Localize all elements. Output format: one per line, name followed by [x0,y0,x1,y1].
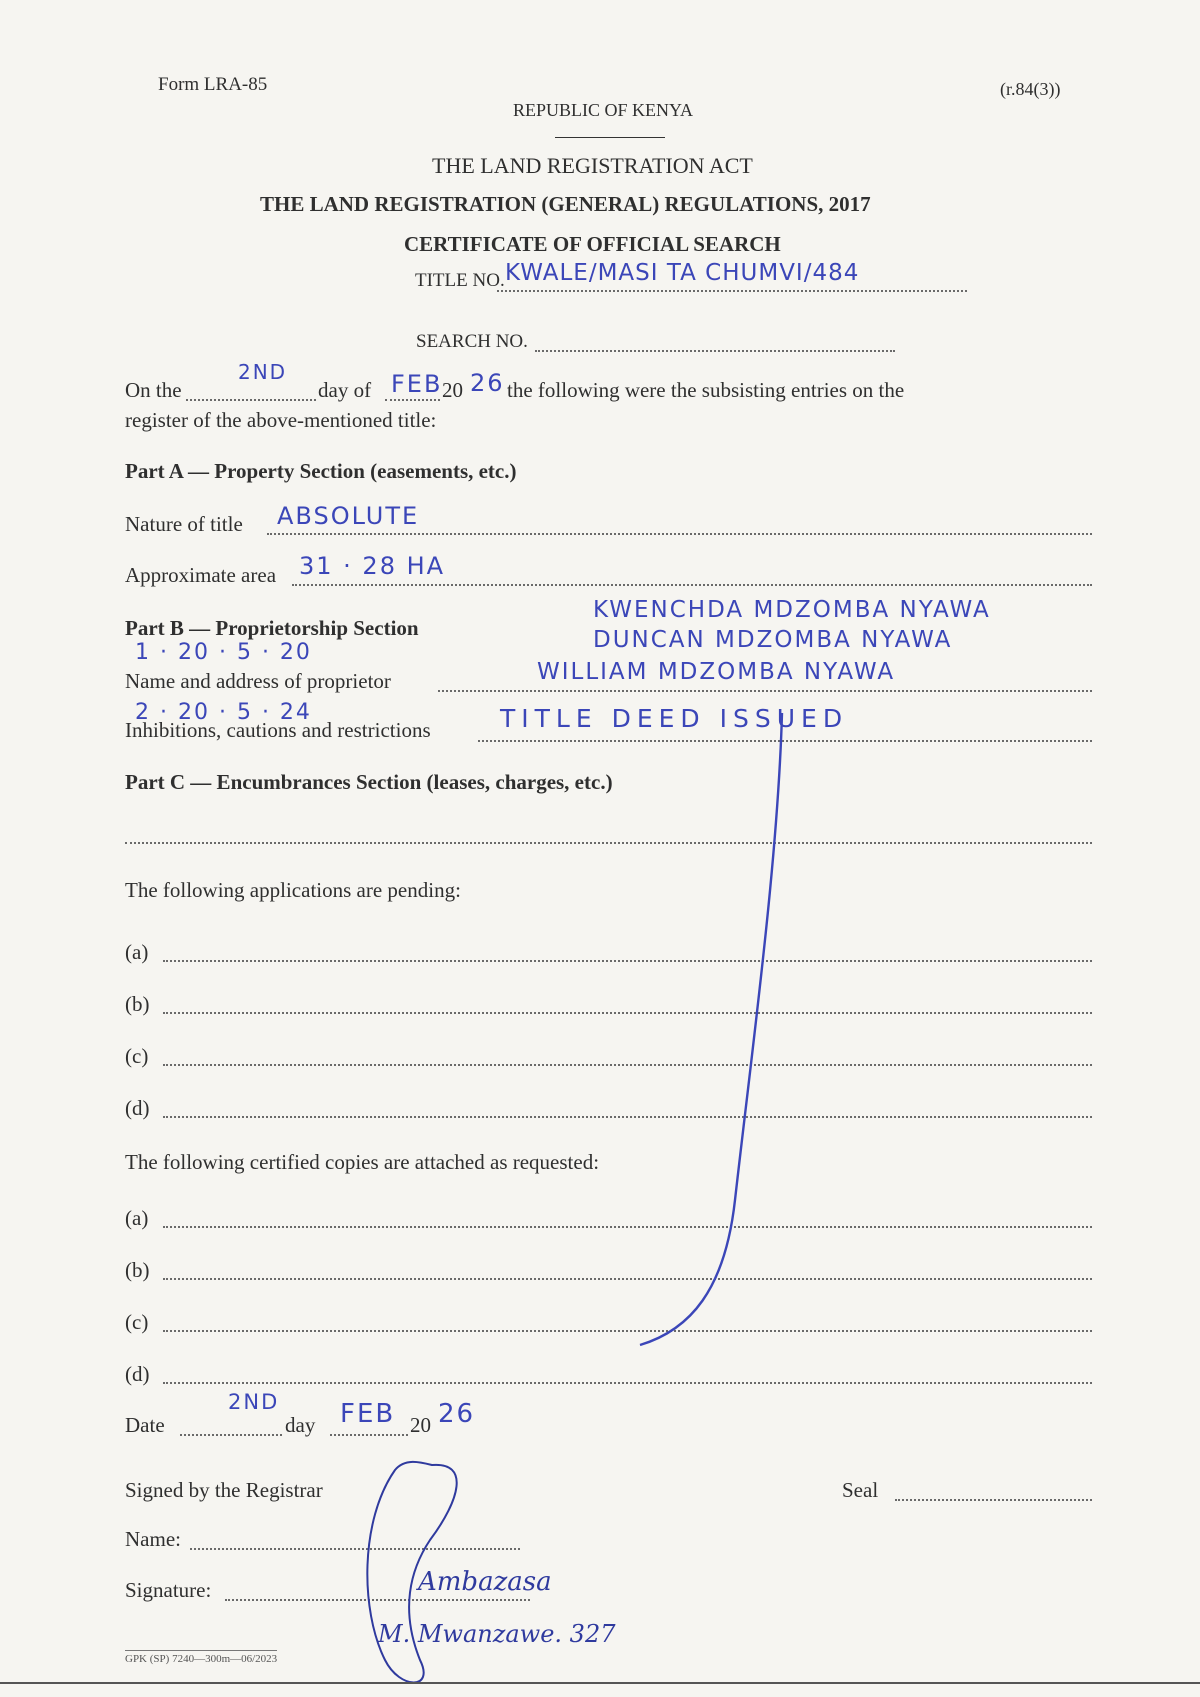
republic-title: REPUBLIC OF KENYA [513,100,694,120]
registrar-name: M. Mwanzawe. 327 [378,1620,616,1648]
form-number: Form LRA-85 [158,74,268,95]
intro-day-of: day of [318,378,372,402]
printer-imprint: GPK (SP) 7240—300m—06/2023 [125,1650,277,1665]
pending-heading: The following applications are pending: [125,878,461,902]
copies-item: (c) [125,1310,149,1334]
pending-item: (c) [125,1044,149,1068]
intro-rest: the following were the subsisting entries on the [507,378,905,402]
part-a-heading: Part A — Property Section (easements, etc.) [125,459,517,483]
page-bottom-edge [0,1682,1200,1684]
intro-year-prefix: 20 [442,378,463,402]
date-label: Date [125,1413,165,1437]
date-year-prefix: 20 [410,1413,431,1437]
nature-of-title-label: Nature of title [125,512,243,536]
intro-month-value: FEB [391,370,443,398]
title-no-label: TITLE NO. [415,270,505,291]
proprietor-3: WILLIAM MDZOMBA NYAWA [537,659,896,685]
pending-item: (a) [125,940,149,964]
inhibitions-value: TITLE DEED ISSUED [500,704,849,733]
nature-of-title-value: ABSOLUTE [277,502,420,530]
intro-day-value: 2ND [238,360,288,384]
signature-script: Ambazasa [418,1567,552,1597]
signature-label: Signature: [125,1578,212,1602]
signature-loop [367,1462,456,1683]
intro-on-the: On the [125,378,182,402]
pending-item: (b) [125,992,150,1016]
strike-through-line [640,713,782,1345]
part-b-heading: Part B — Proprietorship Section [125,616,419,640]
signed-by-label: Signed by the Registrar [125,1478,323,1502]
date-day-value: 2ND [228,1390,280,1414]
entry-1: 1 · 20 · 5 · 20 [135,640,312,665]
proprietor-name-label: Name and address of proprietor [125,669,391,693]
proprietor-1: KWENCHDA MDZOMBA NYAWA [593,597,991,623]
copies-item: (a) [125,1206,149,1230]
certificate-title: CERTIFICATE OF OFFICIAL SEARCH [404,232,781,256]
copies-item: (d) [125,1362,150,1386]
approx-area-label: Approximate area [125,563,277,587]
name-label: Name: [125,1527,181,1551]
approx-area-value: 31 · 28 HA [299,552,446,580]
copies-item: (b) [125,1258,150,1282]
regulations-title: THE LAND REGISTRATION (GENERAL) REGULATIONS, 2017 [260,192,871,216]
seal-label: Seal [842,1478,879,1502]
entry-2: 2 · 20 · 5 · 24 [135,700,312,725]
date-month-value: FEB [340,1399,396,1429]
rule-reference: (r.84(3)) [1000,79,1061,99]
title-no-value: KWALE/MASI TA CHUMVI/484 [505,260,860,286]
act-title: THE LAND REGISTRATION ACT [432,153,753,178]
part-c-heading: Part C — Encumbrances Section (leases, charges, etc.) [125,770,613,794]
intro-year-value: 26 [470,369,505,397]
search-no-label: SEARCH NO. [416,331,528,352]
proprietor-2: DUNCAN MDZOMBA NYAWA [593,627,953,653]
pending-item: (d) [125,1096,150,1120]
inhibitions-label: Inhibitions, cautions and restrictions [125,718,431,742]
intro-line2: register of the above-mentioned title: [125,408,437,432]
copies-heading: The following certified copies are attached as requested: [125,1150,600,1174]
date-day-label: day [285,1413,316,1437]
date-year-value: 26 [438,1399,476,1429]
